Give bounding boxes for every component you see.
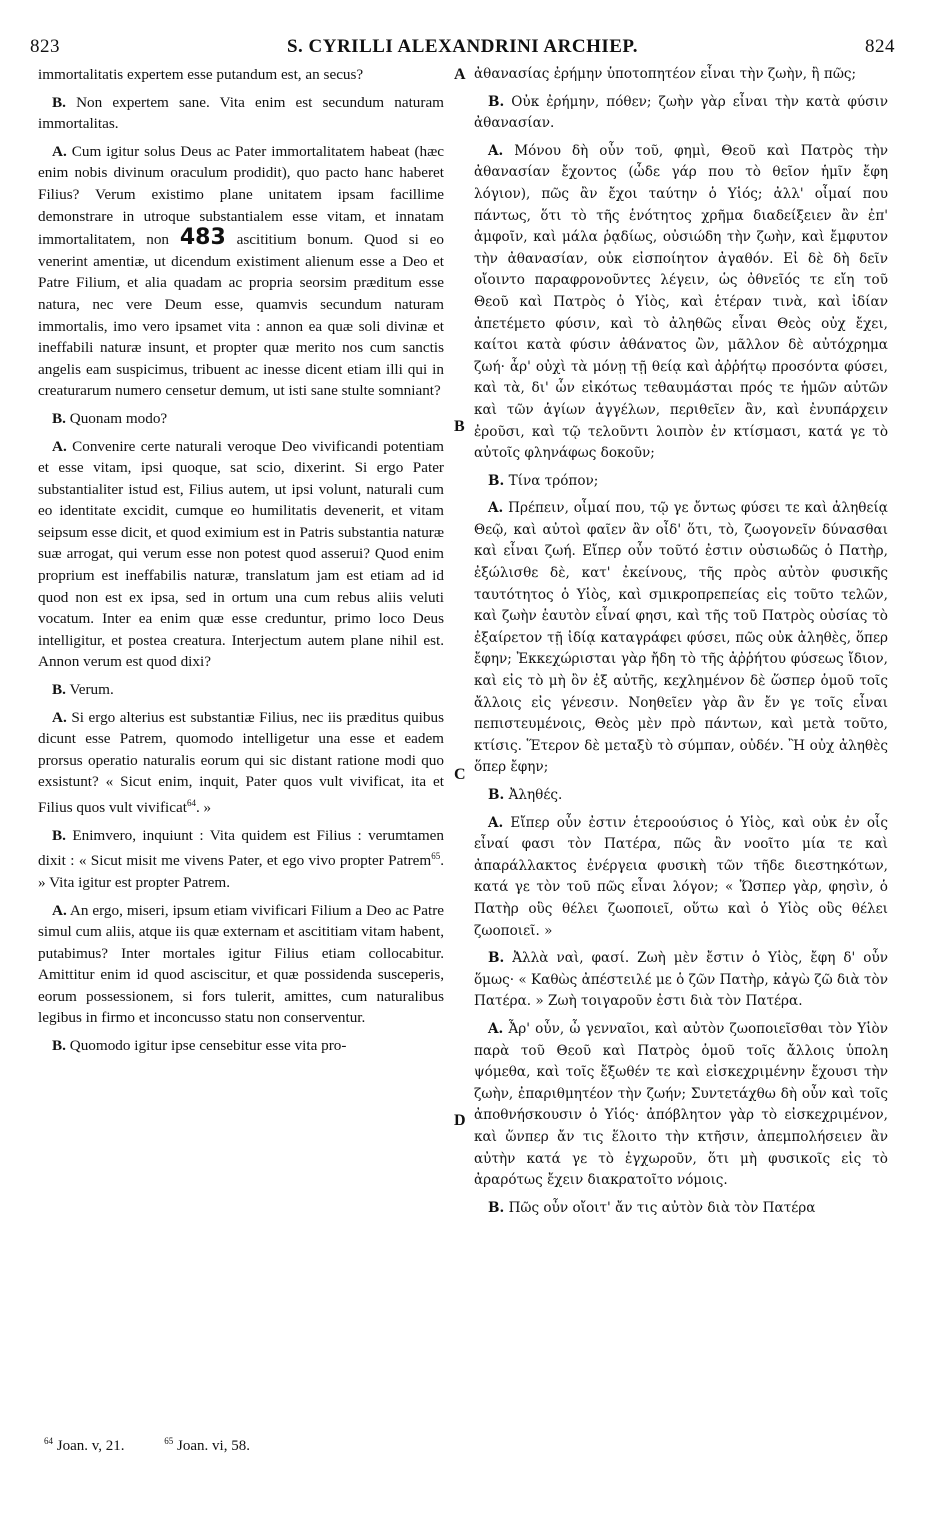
greek-paragraph <box>474 1019 888 1192</box>
footnote-ref: 65 <box>431 851 441 862</box>
footnote-text: Joan. v, 21. <box>56 1438 125 1454</box>
greek-text: Ἀλλὰ ναὶ, φασί. Ζωὴ μὲν ἔστιν ὁ Υἱὸς, ἔφη δ' οὖν ὅμως· « Καθὼς ἀπέστειλέ με ὁ ζῶν Πατὴρ, κἀγὼ ζῶ διὰ τὸν Πατέρα. » Ζωὴ τοιγαροῦν ἐστι διὰ τὸν Πατέρα. <box>474 950 888 1010</box>
latin-text: Cum igitur solus Deus ac Pater immortalitatem habeat (hæc enim nobis divinum oraculum prodidit), quo pacto hanc haberet Filius? Verum existimo plane unitatem ipsam facillime demonstrare in utroque substantialem esse vitam, et innatam immortalitatem, non <box>38 142 445 249</box>
section-marker-d: D <box>454 1112 466 1129</box>
latin-column <box>38 64 444 1063</box>
greek-text: Τίνα τρόπον; <box>508 472 599 489</box>
speaker-label: A. <box>488 814 504 831</box>
latin-paragraph <box>38 1035 444 1057</box>
latin-paragraph <box>38 900 444 1030</box>
speaker-label: B. <box>488 1199 505 1216</box>
speaker-label: A. <box>488 500 504 517</box>
latin-text: . » Vita igitur est propter Patrem. <box>38 852 444 891</box>
latin-text: Enimvero, inquiunt : Vita quidem est Filius : verumtamen dixit : « Sicut misit me vivens Pater, et ego vivo propter Patrem <box>38 826 444 870</box>
latin-text: An ergo, miseri, ipsum etiam vivificari Filium a Deo ac Patre simul cum aliis, atque iis quæ externam et ascititiam vitam habent, putabimus? Inter mortales igitur Filius etiam collocabitur. Amittitur enim id quod asciscitur, et quæ possidenda susceperis, eorum possessionem, si fors tulerit, amittes, cum naturalibus legibus in firmo et inconcusso statu non conserventur. <box>38 901 444 1027</box>
speaker-label: A. <box>52 142 67 160</box>
footnote-ref: 64 <box>186 798 196 808</box>
speaker-label: B. <box>52 1037 66 1055</box>
latin-paragraph <box>38 825 444 894</box>
running-title: S. CYRILLI ALEXANDRINI ARCHIEP. <box>286 36 639 57</box>
greek-paragraph <box>474 92 888 135</box>
latin-text: Verum. <box>69 681 114 699</box>
greek-paragraph <box>474 813 888 943</box>
speaker-label: A. <box>52 437 67 455</box>
greek-paragraph <box>474 141 888 465</box>
greek-text: Ἆρ' οὖν, ὦ γενναῖοι, καὶ αὐτὸν ζωοποιεῖσθαι τὸν Υἱὸν παρὰ τοῦ Θεοῦ καὶ Πατρὸς ὁμοῦ τοῖς ἄλλοις ὑπολη ψόμεθα, καὶ τοῖς ἔξωθέν τε καὶ εἰσκεχριμένην ἔχουσι τὴν ζωὴν, ἐπαριθμητέον τὴν ζωήν; Συντετάχθω δὴ οὖν καὶ τοῖς ἀποθνήσκουσιν ὁ Υἱός· ἀπόβλητον γὰρ τὸ εἰσκεχριμένον, καὶ ὥνπερ ἄν τις ἕλοιτο τὴν κτῆσιν, ἀπεμπολήσειεν ἂν αὐτὴν κατά γε τὸ ἐγχωροῦν, ὅτι μὴ φυσικοῖς εἰς τὸ ἀραρότως ἔχειν διακρατοῖτο νόμοις. <box>474 1020 889 1189</box>
speaker-label: B. <box>488 93 505 110</box>
latin-paragraph <box>38 707 444 819</box>
footnote-number: 64 <box>44 1436 53 1446</box>
greek-paragraph <box>474 498 888 779</box>
speaker-label: B. <box>52 681 66 699</box>
speaker-label: A. <box>52 901 67 919</box>
footnote-text: Joan. vi, 58. <box>177 1438 250 1454</box>
latin-text: immortalitatis expertem esse putandum est, an secus? <box>38 66 364 83</box>
latin-text: Convenire certe naturali veroque Deo vivificandi potentiam et esse vitam, ipsi quoque, sat scio, dixerint. Si ergo Pater substantialiter istud est, Filius autem, ut ipsi volunt, naturali cum eo identitate excidit, cumque eo humilitatis devenerit, et vitam seipsum esse dicit, et quod eximium est in Patris substantia naturæ suæ arrogat, qui verum esse non potest quod asserui? Quod enim proprium est ineffabilis naturæ, translatum jam est etiam ad id quod non est ex ipsa, sed in ortum una cum rebus aliis veluti vocatum. Inter ea enim quæ esse creduntur, primo loco Deus intelligitur, et postea creatura. Interjectum autem plane nihil est. Annon verum est quod dixi? <box>38 437 444 671</box>
inline-page-number: 483 <box>179 225 226 251</box>
footnote <box>164 1438 268 1454</box>
latin-text: Non expertem sane. Vita enim est secundum naturam immortalitas. <box>38 93 444 133</box>
latin-paragraph <box>38 64 444 86</box>
section-marker-a: A <box>454 66 466 83</box>
page-number-right: 824 <box>865 36 895 57</box>
footnote <box>44 1438 143 1454</box>
section-marker-b: B <box>454 418 465 435</box>
page-header <box>30 36 895 58</box>
section-marker-c: C <box>454 766 466 783</box>
latin-text: Si ergo alterius est substantiæ Filius, nec iis præditus quibus dicunt esse Patrem, quomodo intelligetur una esse et eadem prorsus operatio naturalis eorum qui sic distant ratione modi quo exsistunt? « Sicut enim, inquit, Pater quos vult vivificat, ita et Filius quos vult vivificat <box>38 708 445 817</box>
greek-column <box>474 64 888 1225</box>
speaker-label: A. <box>488 142 504 159</box>
speaker-label: B. <box>488 472 505 489</box>
latin-text: ascititium bonum. Quod si eo venerint amentiæ, ut dicendum existiment alienum esse a Deo et Patre Filium, et alia quadam ac propria seorsim præditum esse natura, nec vere Deum esse, quamvis secundum naturam immortalis, imo vero ipsamet vita : annon ea quæ soli divinæ et ineffabili naturæ insunt, et propter quæ merito nos cum sanctis angelis eam suspicimus, tribuent ac inesse dicent etiam illi qui in creaturarum numero censetur demum, ut isti sane stulte somniant? <box>38 231 444 400</box>
latin-paragraph <box>38 679 444 701</box>
footnote-number: 65 <box>164 1436 174 1446</box>
greek-text: Μόνου δὴ οὖν τοῦ, φημὶ, Θεοῦ καὶ Πατρὸς τὴν ἀθανασίαν ἔχοντος (ὧδε γάρ που τὸ θεῖον ἡμῖν ἔφη λόγιον), πῶς ἂν ἔχοι ταύτην ὁ Υἱός; ἀλλ' οἶμαί που πάντως, ὅτι τὸ τῆς ἑνότητος χρῆμα διαδείξειεν ἂν ἐπ' ἀμφοῖν, καὶ μάλα ῥᾳδίως, οὐσιώδη τὴν ζωὴν, καὶ ἔμφυτον τὴν ἀθανασίαν, οὐκ εἰσποίητον ἀγαθόν. Εἰ δὲ δὴ δεῖν οἴοιντο παραφρονοῦντες λέγειν, ὡς ὀθνεῖός τε εἴη τοῦ Θεοῦ καὶ Πατρὸς ὁ Υἱὸς, καὶ ἑτέραν τινὰ, καὶ ἰδίαν ἀπετέμετο φύσιν, καὶ τὸ ἀληθῶς εἶναι Θεὸς οὐχ ἔχει, καίτοι κατὰ φύσιν ἀθάνατος ὢν, μᾶλλον δὲ αὐτόχρημα ζωή· ἆρ' οὐχὶ τὰ μόνῃ τῇ θείᾳ καὶ ἀῤῥήτῳ προσόντα φύσει, καὶ τὰ, δι' ὧν εἰκότως τεθαυμάσται πρός τε ἡμῶν αὐτῶν καὶ τῶν ἁγίων ἀγγέλων, περιθεῖεν ἂν, καὶ ἐνυπάρχειν ἐροῦσι, καὶ τῷ τελοῦντι λοιπὸν ἐν κτίσμασι, κατά γε τὸ αὐτοῖς φληνάφως δοκοῦν; <box>474 142 888 462</box>
latin-paragraph <box>38 436 444 674</box>
greek-paragraph <box>474 1198 888 1220</box>
greek-text: Οὐκ ἐρήμην, πόθεν; ζωὴν γὰρ εἶναι τὴν κατὰ φύσιν ἀθανασίαν. <box>474 93 888 132</box>
latin-text: Quonam modo? <box>69 409 168 427</box>
footnotes <box>44 1436 286 1455</box>
speaker-label: B. <box>488 950 505 967</box>
speaker-label: B. <box>52 826 66 844</box>
greek-text: Πρέπειν, οἶμαί που, τῷ γε ὄντως φύσει τε καὶ ἀληθείᾳ Θεῷ, καὶ αὐτοὶ φαῖεν ἂν οἶδ' ὅτι, τὸ, ζωογονεῖν δύνασθαι καὶ εἶναι ζωή. Εἴπερ οὖν τοῦτό ἐστιν οὐσιωδῶς ὁ Πατὴρ, ἐξώλισθε δὲ, κατ' ἐκείνους, τῆς πρὸς αὐτὸν φυσικῆς ταυτότητος ὁ Υἱὸς, καὶ σμικροπρεπείας εἰς τοῦτο τελῶν, καὶ ζωὴν ἑαυτὸν εἶναί φησι, καὶ τῆς τοῦ Πατρὸς οὐσίας τὸ ἐξαίρετον τῇ ἰδίᾳ καταγράφει φύσει, πῶς οὐκ ἀληθὲς, ὅπερ ἔφην; Ἐκκεχώρισται γὰρ ἤδη τὸ τῆς ἀῤῥήτου φύσεως ἴδιον, καὶ εἰς τὸ μὴ ὂν ἐξ αὐτῆς, κεχλημένον δὲ ὥσπερ ὁμοῦ τοῖς ἄλλοις εἰς γένεσιν. Νοηθεῖεν γὰρ ἂν ἔν γε τοῖς εἶναι πεπιστευμένοις, Θεὸς μὲν πρὸ πάντων, καὶ μετὰ τοῦτο, κτίσις. Ἕτερον δὲ μεταξὺ τὸ σύμπαν, οὐδέν. Ἢ οὐχ ἀληθὲς ὅπερ ἔφην; <box>474 500 888 776</box>
greek-paragraph <box>474 64 888 86</box>
speaker-label: A. <box>52 708 67 726</box>
latin-paragraph <box>38 408 444 430</box>
greek-text: ἀθανασίας ἐρήμην ὑποτοπητέον εἶναι τὴν ζωὴν, ἢ πῶς; <box>474 66 857 82</box>
greek-paragraph <box>474 785 888 807</box>
latin-paragraph <box>38 92 444 135</box>
latin-text: Quomodo igitur ipse censebitur esse vita pro- <box>69 1037 347 1055</box>
latin-text: . » <box>195 799 212 817</box>
speaker-label: B. <box>488 787 505 803</box>
greek-paragraph <box>474 471 888 493</box>
greek-text: Πῶς οὖν οἴοιτ' ἄν τις αὐτὸν διὰ τὸν Πατέρα <box>508 1199 816 1216</box>
greek-text: Εἴπερ οὖν ἐστιν ἑτεροούσιος ὁ Υἱὸς, καὶ οὐκ ἐν οἷς εἶναί φασι τὸν Πατέρα, πῶς ἂν νοοῖτο μία τε καὶ ἀπαράλλακτος ἐνέργεια φυσικὴ τῶν τῆδε διεστηκότων, κατά γε τὸν τοῦ πῶς εἶναι λόγον; « Ὥσπερ γὰρ, φησὶν, ὁ Πατὴρ οὓς θέλει ζωοποιεῖ, οὕτω καὶ ὁ Υἱὸς οὓς θέλει ζωοποιεῖ. » <box>474 814 888 939</box>
speaker-label: A. <box>488 1020 504 1037</box>
greek-paragraph <box>474 948 888 1013</box>
latin-paragraph <box>38 141 444 402</box>
speaker-label: B. <box>52 409 66 427</box>
greek-text: Ἀληθές. <box>508 787 563 803</box>
speaker-label: B. <box>52 93 66 111</box>
page-number-left: 823 <box>30 36 60 57</box>
